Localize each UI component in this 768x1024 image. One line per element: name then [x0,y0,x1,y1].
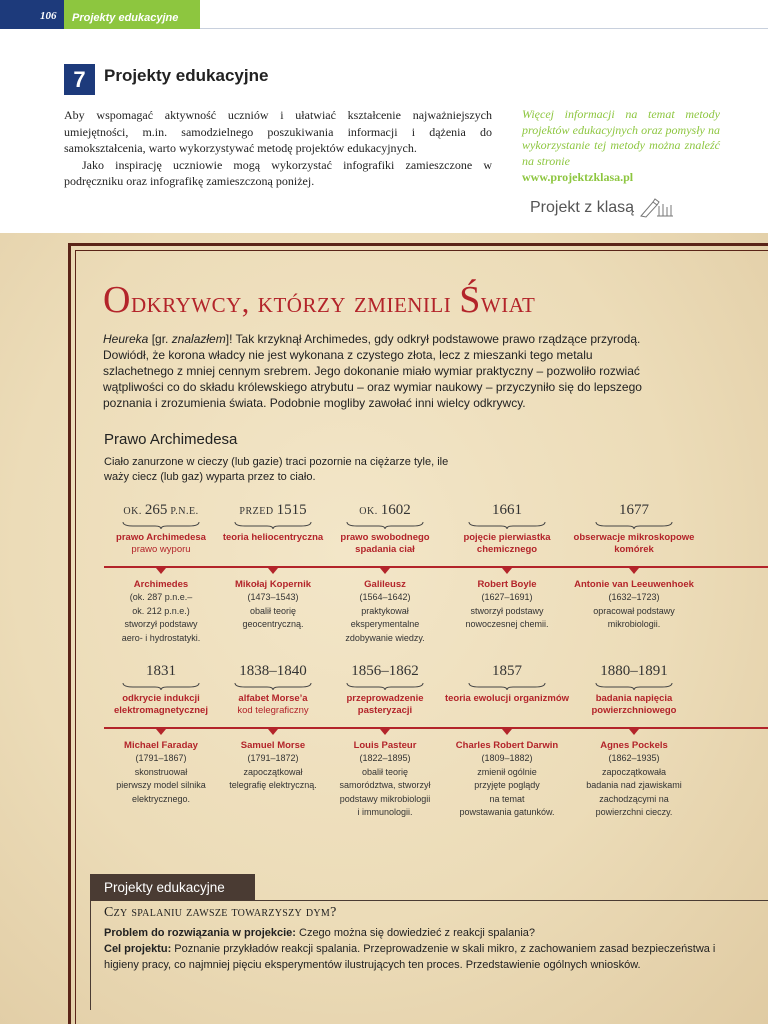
scientist-description [321,752,449,820]
date-value: 1602 [380,502,411,518]
description-line: (ok. 287 p.n.e.– [129,592,193,602]
brace-decoration [467,681,547,691]
description-line: i immunologii. [357,807,413,817]
description-line: aero- i hydrostatyki. [121,632,201,643]
scientist-name: Samuel Morse [240,740,306,751]
date-value: 1677 [619,502,649,518]
sidenote [522,107,720,186]
scientist-entry [209,739,337,793]
scientist-entry [97,578,225,645]
running-section-label: Projekty edukacyjne [64,0,200,29]
title-part-2: wiat [480,286,536,319]
scientist-description [209,591,337,632]
description-line: zachodzącymi na [599,793,669,804]
description-line: skonstruował [134,766,188,777]
scientist-entry [443,739,571,820]
timeline-marker [268,568,278,574]
brace-decoration [233,520,313,530]
entry-date [443,661,571,681]
scientist-name: Michael Faraday [124,740,198,751]
scientist-name: Agnes Pockels [600,740,668,751]
description-line: eksperymentalne [350,619,420,629]
description-line: zmienił ogólnie [477,766,537,777]
timeline-entry [443,500,571,556]
brace-decoration [121,681,201,691]
description-line: mikrobiologii. [607,619,661,629]
description-line: badania nad zjawiskami [586,780,682,790]
entry-date [321,500,449,520]
entry-discovery-sub: prawo wyporu [131,544,191,555]
timeline-marker [502,568,512,574]
date-value: 1880–1891 [600,663,668,679]
description-line: obalił teorię [249,605,297,616]
projects-box-border [90,900,91,1010]
sidenote-text: Więcej informacji na temat metody projektów edukacyjnych oraz pomysły na wykorzystanie tej metody można znaleźć na stronie [522,107,720,169]
description-line: powstawania gatunków. [459,807,555,817]
scientist-entry [443,578,571,632]
scientist-name: Galileusz [364,579,406,590]
description-line: obalił teorię [361,766,409,777]
brace-decoration [121,520,201,530]
date-prefix: PRZED [239,506,277,517]
lead-rest: ]! Tak krzyknął Archimedes, gdy odkrył podstawowe prawo rządzące przyrodą. Dowiódł, że korona władcy nie jest wykonana z czystego złota, lecz z mieszanki tego metalu szlachetnego z mniej cennym srebrem. Jego dokonanie miało wymiar praktyczny – pozwoliło rozwiać wątpliwości co do składu królewskiego atrybutu – oraz wymiar naukowy – przyczyniło się do lepszego poznania i zrozumienia świata. Podobnie mogliby zawołać inni wielcy odkrywcy. [103,332,642,410]
timeline-entry [321,500,449,556]
timeline-marker [156,729,166,735]
date-value: 1856–1862 [351,663,419,679]
entry-discovery: alfabet Morse’a [238,693,308,704]
entry-discovery: teoria ewolucji organizmów [444,693,570,704]
date-value: 265 [144,502,168,518]
title-cap-2: Ś [459,279,481,321]
intro-paragraph-1: Aby wspomagać aktywność uczniów i ułatwiać kształcenie najważniejszych umiejętności, m.in. samodzielnego poszukiwania informacji i dążenia do samokształcenia, warto wykorzystywać metodę projektów edukacyjnych. [64,108,492,155]
description-line: stworzył podstawy [124,619,198,629]
scientist-entry [321,578,449,645]
description-line: telegrafię elektryczną. [229,780,317,790]
description-line: praktykował [361,605,409,616]
scientist-description [97,752,225,806]
brace-decoration [345,520,425,530]
entry-discovery: prawo swobodnego spadania ciał [340,532,430,555]
projekt-z-klasa-logo [530,196,675,218]
description-line: zapoczątkował [243,766,303,777]
page-number: 106 [0,0,64,29]
scientist-description [321,591,449,645]
lead-znalazlem: znalazłem [171,332,226,346]
timeline-marker [268,729,278,735]
brace-decoration [467,520,547,530]
timeline-entry [570,661,698,717]
goal-label: Cel projektu: [104,943,172,955]
description-line: zapoczątkowała [601,766,667,777]
timeline-entry [97,500,225,556]
timeline-line-2 [104,727,768,729]
date-prefix: OK. [359,506,381,517]
entry-discovery: teoria heliocentryczna [222,532,324,543]
description-line: (1473–1543) [247,592,299,602]
description-line: (1791–1867) [135,753,187,763]
timeline-marker [380,568,390,574]
entry-date [97,661,225,681]
project-body [104,925,724,973]
entry-date [570,661,698,681]
description-line: ok. 212 p.n.e.) [132,605,190,616]
scientist-name: Charles Robert Darwin [455,740,559,751]
logo-pencil-icon [639,196,675,218]
description-line: przyjęte poglądy [474,780,540,790]
description-line: (1632–1723) [608,592,660,602]
infographic-lead [103,331,663,411]
entry-discovery: przeprowadzenie pasteryzacji [346,693,424,716]
title-cap-1: O [103,279,131,321]
timeline-entry [570,500,698,556]
scientist-description [570,591,698,632]
date-prefix: OK. [123,506,145,517]
scientist-entry [570,739,698,820]
description-line: stworzył podstawy [470,605,544,616]
description-line: samorództwa, stworzył [339,780,431,790]
description-line: podstawy mikrobiologii [339,793,431,804]
scientist-name: Robert Boyle [477,579,537,590]
entry-discovery: pojęcie pierwiastka chemicznego [463,532,551,555]
scientist-entry [209,578,337,632]
entry-discovery: badania napięcia powierzchniowego [591,693,677,716]
description-line: opracował podstawy [593,605,675,616]
entry-discovery: obserwacje mikroskopowe komórek [573,532,695,555]
project-question: Czy spalaniu zawsze towarzyszy dym? [104,905,337,920]
date-suffix: P.N.E. [167,506,199,517]
section-title: Projekty edukacyjne [104,66,269,85]
entry-date [209,500,337,520]
brace-decoration [594,681,674,691]
scientist-entry [321,739,449,820]
description-line: nowoczesnej chemii. [465,619,549,629]
timeline-marker [380,729,390,735]
intro-paragraph-2: Jako inspirację uczniowie mogą wykorzystać infografiki zamieszczone w podręczniku oraz infografikę zamieszczoną poniżej. [64,157,492,188]
entry-discovery-sub: kod telegraficzny [237,705,309,716]
title-part-1: dkrywcy, którzy zmienili [130,286,460,319]
sidenote-link[interactable]: www.projektzklasa.pl [522,169,634,184]
problem-label: Problem do rozwiązania w projekcie: [104,927,296,939]
date-value: 1831 [146,663,176,679]
timeline-marker [629,729,639,735]
scientist-description [209,752,337,793]
timeline-line-1 [104,566,768,568]
timeline-marker [629,568,639,574]
scientist-name: Antonie van Leeuwenhoek [574,579,694,590]
scientist-entry [570,578,698,632]
description-line: (1822–1895) [359,753,411,763]
brace-decoration [345,681,425,691]
goal-text: Poznanie przykładów reakcji spalania. Przeprowadzenie w skali mikro, z zachowaniem zasad bezpieczeństwa i higieny pracy, co najmniej pięciu eksperymentów ilustrujących ten proces. Przedstawienie ogólnych wniosków. [104,943,716,971]
timeline-marker [502,729,512,735]
entry-date [209,661,337,681]
description-line: geocentryczną. [242,619,304,629]
entry-discovery: odkrycie indukcji elektromagnetycznej [114,693,208,716]
brace-decoration [594,520,674,530]
projects-tab: Projekty edukacyjne [90,874,255,901]
law-heading: Prawo Archimedesa [104,431,238,448]
intro-text [64,107,492,190]
timeline-entry [209,500,337,544]
description-line: powierzchni cieczy. [595,807,673,817]
timeline-entry [321,661,449,717]
description-line: elektrycznego. [131,793,191,804]
entry-date [97,500,225,520]
scientist-description [97,591,225,645]
page-header [0,0,768,29]
entry-discovery: prawo Archimedesa [116,532,206,543]
scientist-entry [97,739,225,806]
date-value: 1661 [492,502,522,518]
lead-heureka: Heureka [103,332,149,346]
scientist-description [443,591,571,632]
description-line: na temat [489,793,525,804]
logo-text: Projekt z klasą [530,199,635,216]
brace-decoration [233,681,313,691]
description-line: (1791–1872) [247,753,299,763]
description-line: zdobywanie wiedzy. [345,632,425,643]
law-text: Ciało zanurzone w cieczy (lub gazie) traci pozornie na ciężarze tyle, ile waży ciecz (lub gaz) wyparta przez to ciało. [104,456,449,483]
description-line: (1627–1691) [481,592,533,602]
timeline-entry [209,661,337,717]
header-rule [200,28,768,29]
timeline-marker [156,568,166,574]
date-value: 1515 [276,502,307,518]
description-line: (1862–1935) [608,753,660,763]
description-line: (1564–1642) [359,592,411,602]
scientist-description [443,752,571,820]
scientist-name: Archimedes [133,579,189,590]
scientist-description [570,752,698,820]
date-value: 1857 [492,663,522,679]
lead-mid: [gr. [148,332,172,346]
description-line: (1809–1882) [481,753,533,763]
timeline-entry [97,661,225,717]
scientist-name: Louis Pasteur [353,740,417,751]
problem-text: Czego można się dowiedzieć z reakcji spalania? [295,927,536,939]
description-line: pierwszy model silnika [116,780,206,790]
section-number-badge: 7 [64,64,95,95]
scientist-name: Mikołaj Kopernik [234,579,311,590]
entry-date [570,500,698,520]
entry-date [443,500,571,520]
date-value: 1838–1840 [239,663,307,679]
entry-date [321,661,449,681]
infographic-title [103,278,535,322]
timeline-entry [443,661,571,705]
